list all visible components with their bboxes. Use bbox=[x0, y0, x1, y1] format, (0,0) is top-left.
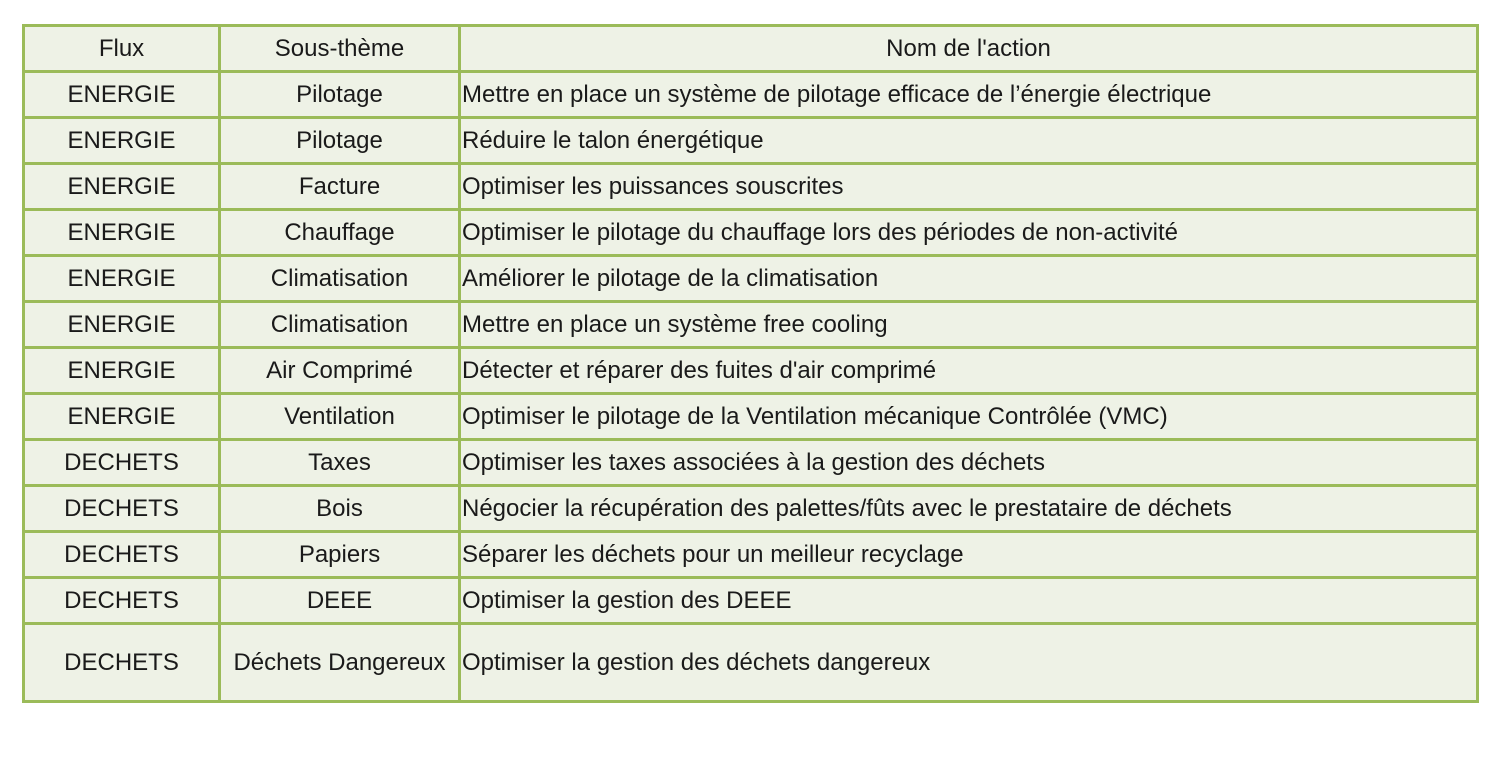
cell-flux: ENERGIE bbox=[24, 164, 220, 210]
cell-nom-action: Mettre en place un système de pilotage efficace de l’énergie électrique bbox=[460, 72, 1478, 118]
cell-flux: ENERGIE bbox=[24, 118, 220, 164]
header-sous-theme: Sous-thème bbox=[220, 26, 460, 72]
cell-nom-action: Optimiser les puissances souscrites bbox=[460, 164, 1478, 210]
cell-nom-action: Optimiser la gestion des déchets dangereux bbox=[460, 624, 1478, 702]
header-nom-action: Nom de l'action bbox=[460, 26, 1478, 72]
table-row bbox=[24, 118, 1478, 164]
table-row bbox=[24, 578, 1478, 624]
cell-sous-theme: Climatisation bbox=[220, 302, 460, 348]
cell-flux: ENERGIE bbox=[24, 72, 220, 118]
cell-sous-theme: Ventilation bbox=[220, 394, 460, 440]
cell-flux: ENERGIE bbox=[24, 348, 220, 394]
cell-nom-action: Optimiser la gestion des DEEE bbox=[460, 578, 1478, 624]
table-row bbox=[24, 532, 1478, 578]
cell-sous-theme: Chauffage bbox=[220, 210, 460, 256]
cell-flux: DECHETS bbox=[24, 532, 220, 578]
table-row bbox=[24, 440, 1478, 486]
cell-sous-theme: Bois bbox=[220, 486, 460, 532]
cell-flux: DECHETS bbox=[24, 578, 220, 624]
table-row bbox=[24, 394, 1478, 440]
header-flux: Flux bbox=[24, 26, 220, 72]
cell-nom-action: Négocier la récupération des palettes/fûts avec le prestataire de déchets bbox=[460, 486, 1478, 532]
cell-flux: DECHETS bbox=[24, 486, 220, 532]
cell-sous-theme: Taxes bbox=[220, 440, 460, 486]
cell-flux: ENERGIE bbox=[24, 210, 220, 256]
cell-sous-theme: DEEE bbox=[220, 578, 460, 624]
cell-nom-action: Optimiser les taxes associées à la gestion des déchets bbox=[460, 440, 1478, 486]
table-row bbox=[24, 72, 1478, 118]
cell-nom-action: Séparer les déchets pour un meilleur recyclage bbox=[460, 532, 1478, 578]
table-row bbox=[24, 302, 1478, 348]
table-row bbox=[24, 210, 1478, 256]
cell-flux: DECHETS bbox=[24, 440, 220, 486]
cell-flux: ENERGIE bbox=[24, 302, 220, 348]
cell-nom-action: Améliorer le pilotage de la climatisation bbox=[460, 256, 1478, 302]
cell-nom-action: Optimiser le pilotage du chauffage lors des périodes de non-activité bbox=[460, 210, 1478, 256]
cell-nom-action: Mettre en place un système free cooling bbox=[460, 302, 1478, 348]
cell-sous-theme: Air Comprimé bbox=[220, 348, 460, 394]
actions-table bbox=[22, 24, 1479, 703]
cell-flux: DECHETS bbox=[24, 624, 220, 702]
table-header-row bbox=[24, 26, 1478, 72]
cell-sous-theme: Pilotage bbox=[220, 118, 460, 164]
actions-table-container bbox=[22, 24, 1476, 703]
cell-nom-action: Optimiser le pilotage de la Ventilation mécanique Contrôlée (VMC) bbox=[460, 394, 1478, 440]
cell-flux: ENERGIE bbox=[24, 394, 220, 440]
cell-sous-theme: Climatisation bbox=[220, 256, 460, 302]
cell-sous-theme: Pilotage bbox=[220, 72, 460, 118]
table-row bbox=[24, 164, 1478, 210]
cell-sous-theme: Facture bbox=[220, 164, 460, 210]
table-row bbox=[24, 256, 1478, 302]
table-row bbox=[24, 624, 1478, 702]
cell-flux: ENERGIE bbox=[24, 256, 220, 302]
cell-nom-action: Réduire le talon énergétique bbox=[460, 118, 1478, 164]
cell-sous-theme: Papiers bbox=[220, 532, 460, 578]
cell-sous-theme: Déchets Dangereux bbox=[220, 624, 460, 702]
cell-nom-action: Détecter et réparer des fuites d'air comprimé bbox=[460, 348, 1478, 394]
table-row bbox=[24, 486, 1478, 532]
table-row bbox=[24, 348, 1478, 394]
